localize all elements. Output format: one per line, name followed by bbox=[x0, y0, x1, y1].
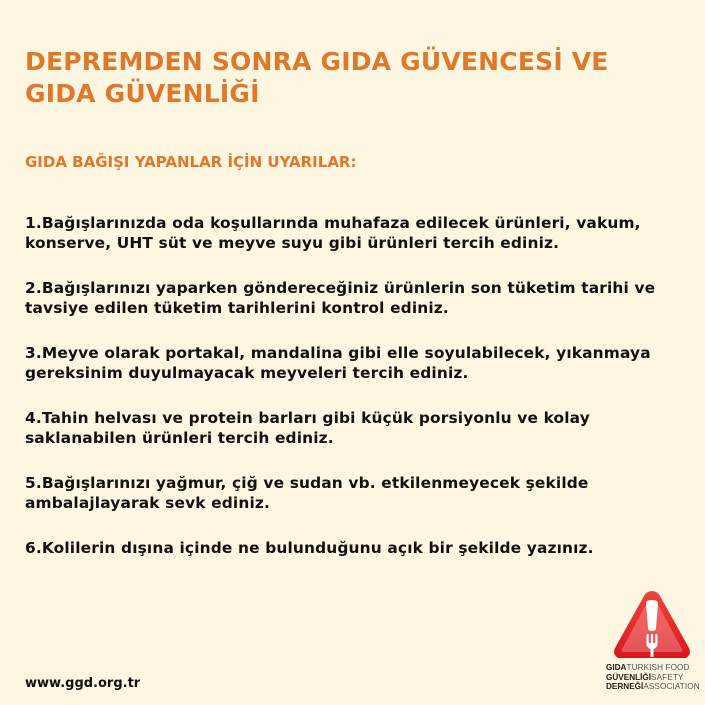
logo-word-en: SAFETY bbox=[651, 672, 684, 682]
list-item: 6.Kolilerin dışına içinde ne bulunduğunu açık bir şekilde yazınız. bbox=[25, 539, 594, 557]
list-item: 3.Meyve olarak portakal, mandalina gibi elle soyulabilecek, yıkanmaya gereksinim duyulmayacak meyveleri tercih ediniz. bbox=[25, 344, 651, 382]
logo-row bbox=[606, 673, 698, 683]
list-item: 4.Tahin helvası ve protein barları gibi küçük porsiyonlu ve kolay saklanabilen ürünleri tercih ediniz. bbox=[25, 409, 590, 447]
logo-row bbox=[606, 663, 698, 673]
logo-word-en: ASSOCIATION bbox=[643, 682, 700, 691]
logo-text bbox=[606, 663, 698, 692]
association-logo bbox=[606, 588, 700, 698]
page-title: DEPREMDEN SONRA GIDA GÜVENCESİ VE GIDA GÜVENLİĞİ bbox=[25, 47, 609, 108]
logo-word-tr: DERNEĞİ bbox=[606, 682, 644, 691]
logo-row bbox=[606, 682, 698, 692]
warning-fork-icon bbox=[612, 588, 692, 662]
logo-word-en: TURKISH FOOD bbox=[626, 663, 690, 672]
logo-word-tr: GÜVENLİĞİ bbox=[606, 672, 652, 682]
list-item: 5.Bağışlarınızı yağmur, çiğ ve sudan vb. etkilenmeyecek şekilde ambalajlayarak sevk ediniz. bbox=[25, 474, 589, 512]
warnings-list bbox=[25, 213, 690, 583]
website-url: www.ggd.org.tr bbox=[25, 676, 141, 691]
section-subtitle: GIDA BAĞIŞI YAPANLAR İÇİN UYARILAR: bbox=[25, 153, 357, 171]
list-item: 2.Bağışlarınızı yaparken göndereceğiniz ürünlerin son tüketim tarihi ve tavsiye edilen tüketim tarihlerini kontrol ediniz. bbox=[25, 279, 656, 317]
logo-word-tr: GIDA bbox=[606, 663, 627, 672]
list-item: 1.Bağışlarınızda oda koşullarında muhafaza edilecek ürünleri, vakum, konserve, UHT süt ve meyve suyu gibi ürünleri tercih ediniz. bbox=[25, 214, 641, 252]
